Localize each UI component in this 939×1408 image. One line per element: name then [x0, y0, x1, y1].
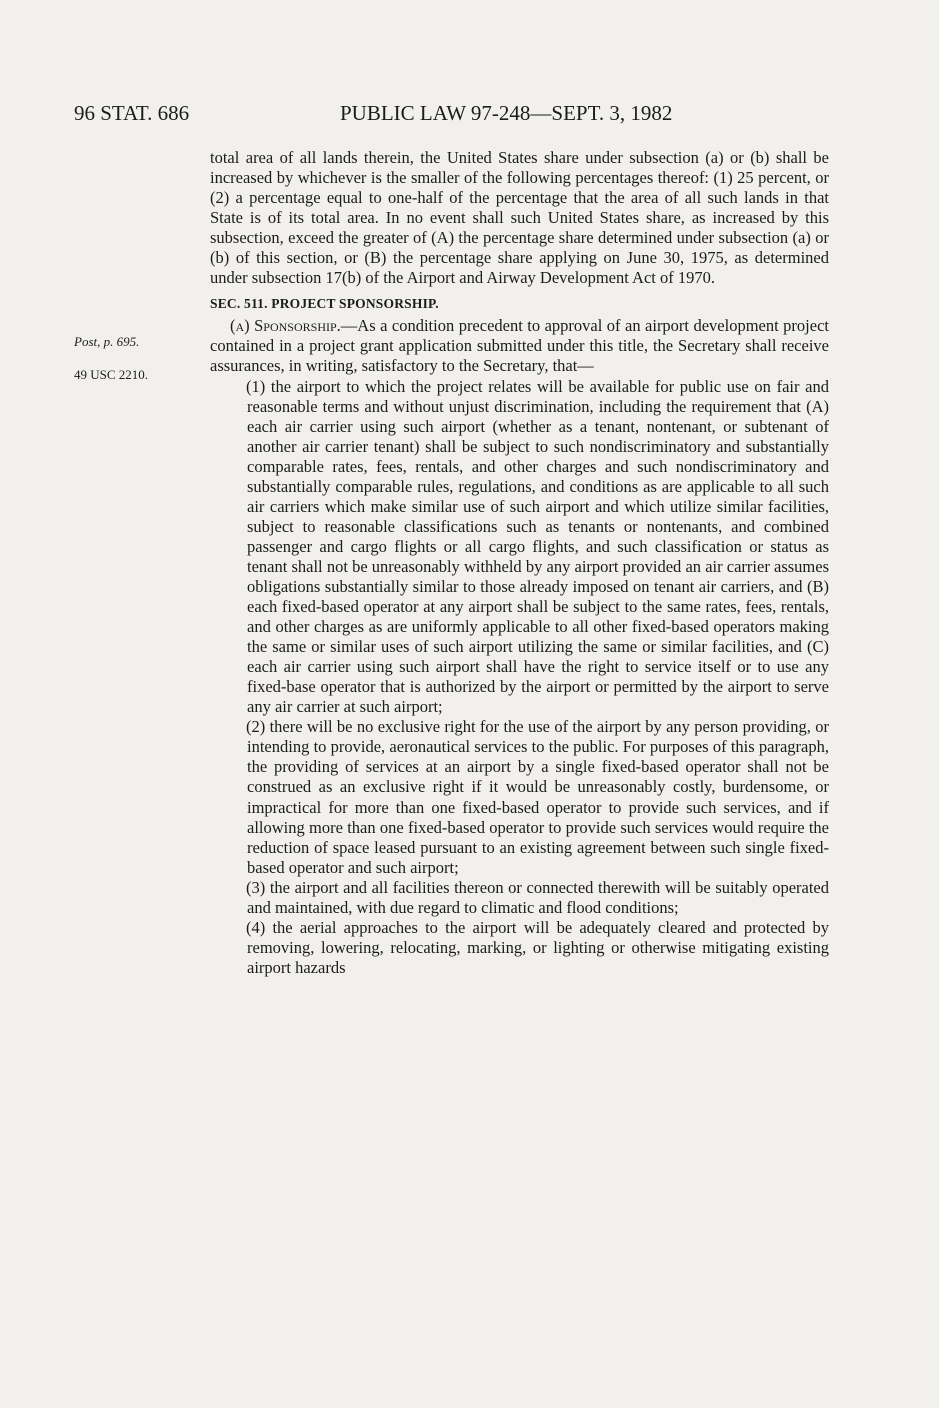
- list-item-2: (2) there will be no exclusive right for the use of the airport by any person providing, or intending to provide, aeronautical services to the public. For purposes of this paragraph, the providing of services at an airport by a single fixed-based operator shall not be construed as an exclusive right if it would be unreasonably costly, burdensome, or impractical for more than one fixed-based operator to provide such services, and if allowing more than one fixed-based operator to provide such services would require the reduction of space leased pursuant to an existing agreement between such single fixed-based operator and such airport;: [246, 717, 829, 877]
- list-item-3: (3) the airport and all facilities thereon or connected therewith will be suitably operated and maintained, with due regard to climatic and flood conditions;: [246, 877, 829, 917]
- public-law-title: PUBLIC LAW 97-248—SEPT. 3, 1982: [340, 101, 673, 125]
- margin-note-post-reference: Post, p. 695.: [74, 334, 140, 349]
- page-header: [74, 98, 834, 128]
- subsection-a-paragraph: [210, 316, 829, 376]
- body-text: [210, 148, 829, 978]
- stat-page-reference: 96 STAT. 686: [74, 101, 190, 125]
- section-heading: SEC. 511. PROJECT SPONSORSHIP.: [210, 296, 439, 312]
- subsection-a-label: (a) Sponsorship.: [230, 316, 341, 336]
- subsection-a-text: —As a condition precedent to approval of an airport development project contained in a project grant application submitted under this title, the Secretary shall receive assurances, in writing, satisfactory to the Secretary, that—: [210, 316, 829, 376]
- intro-paragraph: total area of all lands therein, the United States share under subsection (a) or (b) shall be increased by whichever is the smaller of the following percentages thereof: (1) 25 percent, or (2) a percentage equal to one-half of the percentage that the area of all such lands in that State is of its total area. In no event shall such United States share, as increased by this subsection, exceed the greater of (A) the percentage share determined under subsection (a) or (b) of this section, or (B) the percentage share applying on June 30, 1975, as determined under subsection 17(b) of the Airport and Airway Development Act of 1970.: [210, 148, 829, 288]
- list-item-1: (1) the airport to which the project relates will be available for public use on fair and reasonable terms and without unjust discrimination, including the requirement that (A) each air carrier using such airport (whether as a tenant, nontenant, or subtenant of another air carrier tenant) shall be subject to such nondiscriminatory and substantially comparable rates, fees, rentals, and other charges and such nondiscriminatory and substantially comparable rules, regulations, and conditions as are applicable to all such air carriers which make similar use of such airport and which utilize similar facilities, subject to reasonable classifications such as tenants or nontenants, and combined passenger and cargo flights or all cargo flights, and such classification or status as tenant shall not be unreasonably withheld by any airport provided an air carrier assumes obligations substantially similar to those already imposed on tenant air carriers, and (B) each fixed-based operator at any airport shall be subject to the same rates, fees, rentals, and other charges as are uniformly applicable to all other fixed-based operators making the same or similar uses of such airport utilizing the same or similar facilities, and (C) each air carrier using such airport shall have the right to service itself or to use any fixed-base operator that is authorized by the airport or permitted by the airport to serve any air carrier at such airport;: [246, 376, 829, 717]
- margin-note-usc-reference: 49 USC 2210.: [74, 367, 149, 382]
- list-item-4: (4) the aerial approaches to the airport will be adequately cleared and protected by removing, lowering, relocating, marking, or lighting or otherwise mitigating existing airport hazards: [246, 917, 829, 977]
